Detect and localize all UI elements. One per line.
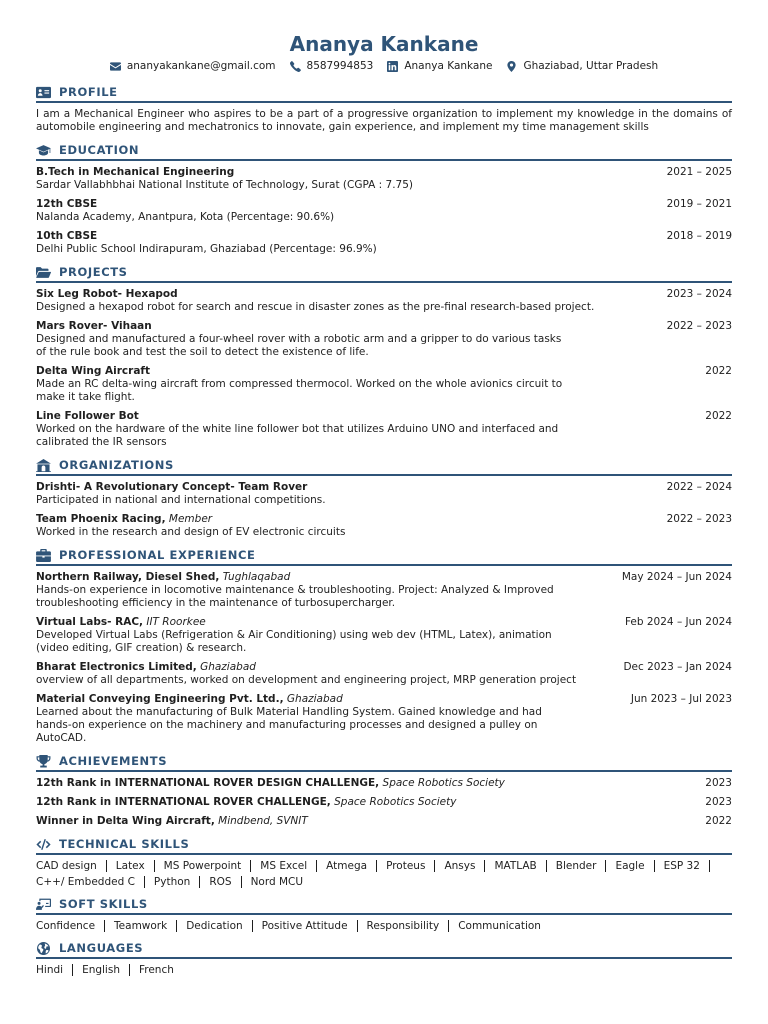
map-pin-icon [506, 61, 517, 72]
skill-tag: Atmega [317, 860, 377, 872]
achievement-date: 2022 [705, 815, 732, 827]
entry-desc: Delhi Public School Indirapuram, Ghaziabad (Percentage: 96.9%) [36, 243, 377, 255]
entry-desc: Developed Virtual Labs (Refrigeration & Air Conditioning) using web dev (HTML, Latex), animation (video editing, GIF creation) & research. [36, 629, 552, 654]
entry-date: Feb 2024 – Jun 2024 [624, 616, 732, 628]
location-text: Ghaziabad, Uttar Pradesh [523, 60, 659, 72]
globe-icon [36, 942, 51, 955]
languages-heading [36, 942, 732, 959]
entry-date: Dec 2023 – Jan 2024 [623, 661, 732, 673]
experience-entry [36, 693, 732, 745]
building-icon [36, 459, 51, 472]
entry-desc: Participated in national and international competitions. [36, 494, 326, 506]
skill-tag: Ansys [435, 860, 485, 872]
entry-title: Virtual Labs- RAC, [36, 616, 144, 628]
skill-tag: Proteus [377, 860, 435, 872]
phone-text: 8587994853 [306, 60, 374, 72]
graduation-cap-icon [36, 144, 51, 157]
projects-section [36, 266, 732, 449]
experience-entry [36, 661, 732, 687]
project-entry [36, 365, 732, 404]
soft-skill-tag: Responsibility [358, 920, 450, 932]
entry-date: 2022 – 2023 [666, 513, 732, 525]
education-entry [36, 166, 732, 192]
entry-desc: Worked on the hardware of the white line follower bot that utilizes Arduino UNO and interfaced and calibrated the IR sensors [36, 423, 559, 448]
entry-date: 2023 – 2024 [666, 288, 732, 300]
project-entry [36, 288, 732, 314]
experience-section [36, 549, 732, 745]
projects-heading [36, 266, 732, 283]
soft-skills-heading-label: SOFT SKILLS [59, 897, 148, 911]
entry-title: Material Conveying Engineering Pvt. Ltd., [36, 693, 284, 705]
languages-section [36, 942, 732, 976]
phone-icon [290, 61, 301, 72]
skill-tag: MS Excel [251, 860, 317, 872]
experience-entry [36, 571, 732, 610]
trophy-icon [36, 755, 51, 768]
organizations-section [36, 459, 732, 539]
achievement-date: 2023 [705, 777, 732, 789]
entry-title: Team Phoenix Racing, [36, 513, 166, 525]
soft-skills-section [36, 898, 732, 932]
soft-skill-tag: Confidence [36, 920, 105, 932]
entry-title: Northern Railway, Diesel Shed, [36, 571, 220, 583]
achievement-title: 12th Rank in INTERNATIONAL ROVER CHALLENGE, [36, 796, 331, 808]
briefcase-icon [36, 549, 51, 562]
experience-heading [36, 549, 732, 566]
education-entry [36, 230, 732, 256]
chalkboard-user-icon [36, 898, 51, 911]
skill-tag: MATLAB [485, 860, 546, 872]
entry-title: B.Tech in Mechanical Engineering [36, 166, 235, 178]
entry-desc: Hands-on experience in locomotive maintenance & troubleshooting. Project: Analyzed & Improved troubleshooting efficiency in the maintenance of turbosupercharger. [36, 584, 554, 609]
education-section [36, 144, 732, 256]
entry-desc: Designed a hexapod robot for search and rescue in disaster zones as the pre-final research-based project. [36, 301, 595, 313]
contact-location [506, 60, 658, 73]
technical-skills-row [36, 860, 732, 872]
entry-title: 10th CBSE [36, 230, 98, 242]
entry-desc: Worked in the research and design of EV electronic circuits [36, 526, 346, 538]
soft-skills-heading [36, 898, 732, 915]
projects-heading-label: PROJECTS [59, 265, 128, 279]
skill-tag: Python [145, 876, 200, 888]
achievement-item [36, 815, 732, 828]
skill-tag: C++/ Embedded C [36, 876, 145, 888]
achievement-org: Mindbend, SVNIT [218, 815, 308, 827]
achievement-item [36, 777, 732, 790]
entry-title: Line Follower Bot [36, 410, 139, 422]
soft-skill-tag: Positive Attitude [253, 920, 358, 932]
entry-desc: Nalanda Academy, Anantpura, Kota (Percentage: 90.6%) [36, 211, 335, 223]
entry-desc: Learned about the manufacturing of Bulk Material Handling System. Gained knowledge and had hands-on experience on the machinery and manufacturing processes and designed a pulley on AutoCAD. [36, 706, 542, 744]
entry-date: 2022 [705, 410, 732, 422]
entry-date: 2021 – 2025 [666, 166, 732, 178]
language-tag: Hindi [36, 964, 73, 976]
entry-date: May 2024 – Jun 2024 [621, 571, 732, 583]
profile-text: I am a Mechanical Engineer who aspires to be a part of a progressive organization to implement my knowledge in the domains of automobile engineering and mechatronics to innovate, gain experience, and implement my time management skills [36, 108, 732, 133]
achievements-section [36, 755, 732, 828]
entry-title: 12th CBSE [36, 198, 98, 210]
organization-entry [36, 513, 732, 539]
entry-location: Ghaziabad [286, 693, 343, 705]
candidate-name: Ananya Kankane [289, 32, 479, 56]
experience-heading-label: PROFESSIONAL EXPERIENCE [59, 548, 256, 562]
soft-skill-tag: Teamwork [105, 920, 177, 932]
achievement-org: Space Robotics Society [382, 777, 505, 789]
entry-date: 2018 – 2019 [666, 230, 732, 242]
organizations-heading [36, 459, 732, 476]
skill-tag: Blender [547, 860, 607, 872]
achievement-title: 12th Rank in INTERNATIONAL ROVER DESIGN CHALLENGE, [36, 777, 380, 789]
skill-tag: Latex [107, 860, 155, 872]
soft-skill-tag: Dedication [177, 920, 252, 932]
entry-date: 2022 [705, 365, 732, 377]
entry-title: Bharat Electronics Limited, [36, 661, 197, 673]
experience-entry [36, 616, 732, 655]
project-entry [36, 320, 732, 359]
technical-skills-heading [36, 838, 732, 855]
technical-skills-row [36, 876, 732, 888]
envelope-icon [110, 61, 121, 72]
achievement-date: 2023 [705, 796, 732, 808]
entry-date: 2019 – 2021 [666, 198, 732, 210]
entry-desc: overview of all departments, worked on development and engineering project, MRP generation project [36, 674, 577, 686]
entry-title: Mars Rover- Vihaan [36, 320, 152, 332]
technical-skills-heading-label: TECHNICAL SKILLS [59, 837, 190, 851]
folder-open-icon [36, 266, 51, 279]
organizations-heading-label: ORGANIZATIONS [59, 458, 174, 472]
entry-date: 2022 – 2024 [666, 481, 732, 493]
skill-tag: ROS [200, 876, 241, 888]
contact-linkedin[interactable] [387, 60, 492, 73]
skill-tag: Eagle [606, 860, 654, 872]
achievement-org: Space Robotics Society [334, 796, 457, 808]
skill-tag: CAD design [36, 860, 107, 872]
organization-entry [36, 481, 732, 507]
contact-email[interactable] [110, 60, 276, 73]
language-tag: French [138, 964, 174, 976]
entry-desc: Designed and manufactured a four-wheel rover with a robotic arm and a gripper to do various tasks of the rule book and test the soil to detect the existence of life. [36, 333, 562, 358]
profile-heading-label: PROFILE [59, 85, 118, 99]
entry-date: Jun 2023 – Jul 2023 [630, 693, 732, 705]
entry-location: IIT Roorkee [146, 616, 206, 628]
contact-bar [36, 60, 732, 73]
entry-desc: Sardar Vallabhbhai National Institute of Technology, Surat (CGPA : 7.75) [36, 179, 413, 191]
entry-location: Ghaziabad [200, 661, 256, 673]
profile-heading [36, 86, 732, 103]
skill-tag: Nord MCU [250, 876, 304, 888]
profile-section [36, 86, 732, 134]
linkedin-text: Ananya Kankane [404, 60, 493, 72]
id-card-icon [36, 86, 51, 99]
education-heading [36, 144, 732, 161]
education-entry [36, 198, 732, 224]
entry-desc: Made an RC delta-wing aircraft from compressed thermocol. Worked on the whole avionics circuit to make it take flight. [36, 378, 563, 403]
contact-phone[interactable] [290, 60, 374, 73]
skill-tag: MS Powerpoint [155, 860, 252, 872]
technical-skills-section [36, 838, 732, 888]
entry-date: 2022 – 2023 [666, 320, 732, 332]
achievements-heading [36, 755, 732, 772]
entry-title: Drishti- A Revolutionary Concept- Team Rover [36, 481, 308, 493]
languages-row [36, 964, 732, 976]
code-icon [36, 838, 51, 851]
entry-title: Six Leg Robot- Hexapod [36, 288, 178, 300]
soft-skills-row [36, 920, 732, 932]
linkedin-icon [387, 61, 398, 72]
email-text: ananyakankane@gmail.com [126, 60, 276, 72]
soft-skill-tag: Communication [458, 920, 541, 932]
achievements-heading-label: ACHIEVEMENTS [59, 754, 168, 768]
achievement-title: Winner in Delta Wing Aircraft, [36, 815, 215, 827]
project-entry [36, 410, 732, 449]
entry-role: Member [168, 513, 213, 525]
achievement-item [36, 796, 732, 809]
entry-location: Tughlaqabad [222, 571, 291, 583]
language-tag: English [73, 964, 130, 976]
languages-heading-label: LANGUAGES [59, 941, 144, 955]
skill-tag: ESP 32 [655, 860, 710, 872]
education-heading-label: EDUCATION [59, 143, 140, 157]
entry-title: Delta Wing Aircraft [36, 365, 151, 377]
